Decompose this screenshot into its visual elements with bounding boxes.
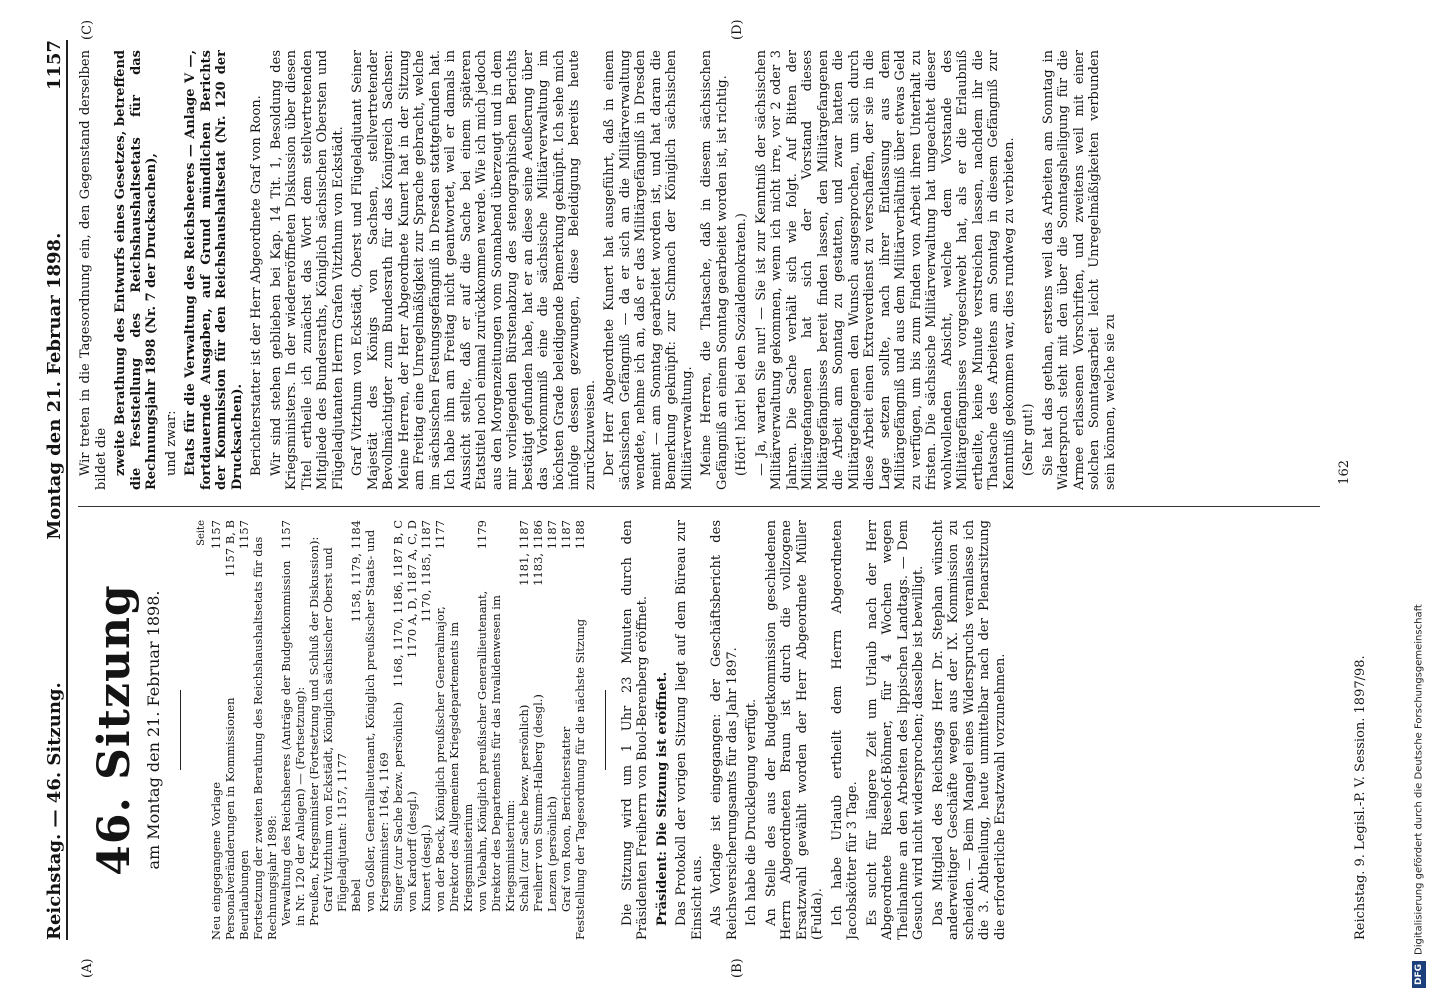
toc-entry-text: Beurlaubungen — [236, 850, 251, 940]
margin-marker-a: (A) — [80, 958, 95, 978]
toc-entry-page: 1181, 1187 — [516, 520, 531, 586]
toc-entry-text: von Goßler, Generallieutenant, Königlich preußischer Staats- und Kriegsminister: 1164, 1169 — [362, 529, 391, 912]
margin-marker-c: (C) — [80, 19, 95, 40]
paragraph: (Sehr gut!) — [1021, 403, 1036, 476]
toc-entry-text: von Kardorff (desgl.) — [404, 791, 419, 912]
toc-entry-text: Neu eingegangene Vorlage — [208, 781, 223, 940]
margin-marker-d: (D) — [730, 19, 745, 40]
toc-row — [559, 520, 573, 940]
header-left: Reichstag. — 46. Sitzung. — [43, 682, 65, 940]
paragraph: Wir treten in die Tagesordnung ein, den Gegenstand derselben bildet die — [78, 50, 109, 490]
left-column — [78, 520, 1340, 940]
toc-row — [279, 520, 307, 940]
toc-entry-page — [307, 520, 321, 528]
toc-entry-page: 1170 A, D, 1187 A, C, D — [404, 520, 419, 659]
toc-entry-page — [251, 520, 279, 528]
toc-entry-page: 1188 — [572, 520, 587, 550]
toc-row — [251, 520, 279, 940]
toc-entry-text: von der Boeck, Königlich preußischer Generalmajor, Direktor des Allgemeinen Kriegsdepartements im Kriegsministerium — [432, 606, 475, 912]
paragraph: — Ja, warten Sie nur! — Sie ist zur Kenntniß der sächsischen Militärverwaltung gekommen, wenn ich nicht irre, vor 2 oder 3 Jahren. Die Sache verhält sich wie folgt. Auf Bitten der Militärgefangenen hat sich der Vorstand dieses Militärgefängnisses bereit finden lassen, den Militärgefangenen die Arbeit am Sonntag zu gestatten, und zwar hatten die Militärgefangenen den Wunsch ausgesprochen, um sich durch diese Arbeit einen Extraverdienst zu verschaffen, der sie in die Lage setzen sollte, nach ihrer Entlassung aus dem Militärgefängniß und aus dem Militärverhältniß über etwas Geld zu verfügen, um bis zum Finden von Arbeit ihren Unterhalt zu fristen. Die sächsische Militärverwaltung hat ungeachtet dieser wohlwollenden Absicht, welche dem Vorstande des Militärgefängnisses vorgeschwebt hat, als er die Erlaubniß ertheilte, keine Minute verstreichen lassen, nachdem ihr die Thatsache des Arbeitens am Sonntag in diesem Gefängniß zur Kenntniß gekommen war, dies rundweg zu verbieten. — [753, 50, 1017, 490]
table-of-contents — [195, 520, 587, 940]
toc-row — [209, 520, 223, 940]
column-divider — [78, 506, 1320, 507]
paragraph: Die Sitzung wird um 1 Uhr 23 Minuten durch den Präsidenten Freiherrn von Buol-Berenberg eröffnet. — [619, 520, 650, 940]
toc-row — [307, 520, 321, 940]
paragraph: Etats für die Verwaltung des Reichsheeres — Anlage V —, fortdauernde Ausgaben, auf Grund mündlichen Berichts der Kommission für den Reichshaushaltsetat (Nr. 120 der Drucksachen). — [183, 50, 245, 490]
toc-row — [433, 520, 475, 940]
title-rule — [180, 690, 181, 770]
paragraph: Das Mitglied des Reichstags Herr Dr. Stephan wünscht anderweitiger Geschäfte wegen aus der IX. Kommission zu scheiden. — Beim Mangel eines Widerspruchs veranlasse ich die 3. Abtheilung, heute unmittelbar nach der Plenarsitzung die erforderliche Ersatzwahl vorzunehmen. — [930, 520, 1008, 940]
toc-row — [321, 520, 349, 940]
toc-entry-text: Lenzen (persönlich) — [544, 796, 559, 912]
paragraph: Der Herr Abgeordnete Kunert hat ausgeführt, daß in einem sächsischen Gefängniß — da er sich an die Militärverwaltung wendete, nehme ich an, daß er das Militärgefängniß in Dresden meint — am Sonntag gearbeitet worden ist, und hat daran die Bemerkung geknüpft: zur Schmach der Königlich sächsischen Militärverwaltung. — [602, 50, 695, 490]
toc-entry-page: 1157 — [278, 520, 293, 550]
paragraph: zweite Berathung des Entwurfs eines Gesetzes, betreffend die Feststellung des Reichshaushaltsetats für das Rechnungsjahr 1898 (Nr. 7 der Drucksachen), — [113, 50, 159, 490]
toc-entry-page — [363, 520, 391, 528]
margin-marker-b: (B) — [730, 958, 745, 978]
paragraph: Als Vorlage ist eingegangen: der Geschäftsbericht des Reichsversicherungsamts für das Jahr 1897. — [709, 520, 740, 940]
toc-seite-label: Seite — [195, 520, 207, 546]
digitization-credit-text: Digitalisierung gefördert durch die Deutsche Forschungsgemeinschaft — [1413, 604, 1425, 955]
toc-entry-text: Bebel — [348, 878, 363, 912]
signature-number: 162 — [1336, 460, 1352, 485]
toc-entry-page: 1177 — [432, 520, 447, 550]
toc-entry-page: 1187 — [544, 520, 559, 550]
toc-rule — [605, 690, 606, 770]
toc-row — [349, 520, 363, 940]
session-date: am Montag den 21. Februar 1898. — [144, 590, 163, 870]
toc-entry-page: 1183, 1186 — [530, 520, 545, 586]
toc-entry-text: Verwaltung des Reichsheeres (Anträge der Budgetkommission in Nr. 120 der Anlagen) — (Fortsetzung): — [278, 560, 307, 926]
toc-entry-text: Kunert (desgl.) — [418, 824, 433, 912]
toc-entry-text: Fortsetzung der zweiten Berathung des Reichshaushaltsetats für das Rechnungsjahr 1898: — [250, 536, 279, 940]
paragraph: (Hört! hört! bei den Sozialdemokraten.) — [734, 212, 749, 476]
toc-entry-page: 1157 — [236, 520, 251, 550]
toc-entry-text: Graf von Roon, Berichterstatter — [558, 726, 573, 912]
toc-row — [237, 520, 251, 940]
toc-row — [531, 520, 545, 940]
right-column — [78, 50, 1340, 490]
toc-entry-page: 1157 — [208, 520, 223, 550]
paragraph: Wir sind stehen geblieben bei Kap. 14 Tit. 1, Besoldung des Kriegsministers. In der wiedereröffneten Diskussion über diesen Titel ertheile ich zunächst das Wort dem stellvertretenden Mitgliede des Bundesraths, Königlich sächsischen Obersten und Flügeladjutanten Herrn Grafen Vitzthum von Eckstädt. — [268, 50, 346, 490]
toc-row — [363, 520, 391, 940]
paragraph: Präsident: Die Sitzung ist eröffnet. — [654, 671, 670, 926]
dfg-logo: DFG — [1412, 961, 1426, 988]
toc-row — [419, 520, 433, 940]
toc-entry-page: 1157 B, B — [222, 520, 237, 578]
toc-entry-text: Personalveränderungen in Kommissionen — [222, 697, 237, 940]
right-body-text — [78, 50, 1118, 490]
paragraph: Ich habe Urlaub ertheilt dem Herrn Abgeordneten Jacobskötter für 3 Tage. — [829, 520, 860, 940]
paragraph: und zwar: — [163, 410, 179, 476]
toc-entry-text: von Viebahn, Königlich preußischer Generallieutenant, Direktor des Departements für das Invalidenwesen im Kriegsministerium: — [474, 590, 517, 912]
paragraph: Sie hat das gethan, erstens weil das Arbeiten am Sonntag in Widerspruch steht mit den über die Sonntagsheiligung für die Armee erlassenen Vorschriften, und zweitens weil mit einer solchen Sonntagsarbeit leicht Unregelmäßigkeiten verbunden sein können, welche sie zu — [1040, 50, 1118, 490]
toc-entry-text: Graf Vitzthum von Eckstädt, Königlich sächsischer Oberst und Flügeladjutant: 1157, 1177 — [320, 547, 349, 912]
toc-entry-page: 1158, 1179, 1184 — [348, 520, 363, 623]
session-title: 46. Sitzung — [89, 584, 140, 876]
toc-row — [517, 520, 531, 940]
left-body-text — [620, 520, 1009, 940]
toc-row — [475, 520, 517, 940]
toc-entry-text: Preußen, Kriegsminister (Fortsetzung und Schluß der Diskussion): — [306, 536, 321, 926]
toc-row — [391, 520, 405, 940]
toc-entry-text: Feststellung der Tagesordnung für die nächste Sitzung — [572, 618, 587, 940]
toc-entry-text: Freiherr von Stumm-Halberg (desgl.) — [530, 694, 545, 912]
print-footer: Reichstag. 9. Legisl.-P. V. Session. 1897/98. — [1352, 655, 1368, 940]
digitization-credit — [1408, 8, 1430, 988]
toc-entry-page: 1179 — [474, 520, 489, 550]
paragraph: Es sucht für längere Zeit um Urlaub nach der Herr Abgeordnete Riesehof-Böhmer, für 4 Wochen wegen Theilnahme an den Arbeiten des lippischen Landtags. — Dem Gesuch wird nicht widersprochen; dasselbe ist bewilligt. — [864, 520, 926, 940]
paragraph: An Stelle des aus der Budgetkommission geschiedenen Herrn Abgeordneten Braun ist durch die vollzogene Ersatzwahl gewählt worden der Herr Abgeordnete Müller (Fulda). — [763, 520, 825, 940]
toc-entry-page: 1170, 1185, 1187 — [418, 520, 433, 623]
toc-row — [545, 520, 559, 940]
header-page-number: 1157 — [43, 40, 65, 91]
toc-entry-text: Singer (zur Sache bezw. persönlich) — [390, 701, 405, 912]
toc-row — [223, 520, 237, 940]
toc-entry-page: 1187 — [558, 520, 573, 550]
paragraph: Meine Herren, die Thatsache, daß in diesem sächsischen Gefängniß an einem Sonntag gearbeitet worden ist, ist richtig. — [699, 50, 730, 490]
toc-entry-page — [321, 520, 349, 528]
running-header — [28, 40, 68, 940]
toc-row — [573, 520, 587, 940]
paragraph: Ich habe die Drucklegung verfügt. — [744, 698, 759, 926]
toc-entry-page: 1168, 1170, 1186, 1187 B, C — [390, 520, 405, 688]
paragraph: Berichterstatter ist der Herr Abgeordnete Graf von Roon. — [249, 95, 264, 476]
header-center: Montag den 21. Februar 1898. — [43, 232, 65, 540]
toc-entry-text: Schall (zur Sache bezw. persönlich) — [516, 704, 531, 912]
toc-rows — [209, 520, 587, 940]
paragraph: Das Protokoll der vorigen Sitzung liegt auf dem Büreau zur Einsicht aus. — [674, 520, 705, 940]
paragraph: Graf Vitzthum von Eckstädt, Oberst und Flügeladjutant Seiner Majestät des Königs von Sachsen, stellvertretender Bevollmächtigter zum Bundesrath für das Königreich Sachsen: Meine Herren, der Herr Abgeordnete Kunert hat in der Sitzung am Freitag eine Unregelmäßigkeit zur Sprache gebracht, welche im sächsischen Festungsgefängniß in Dresden stattgefunden hat. Ich habe ihm am Freitag nicht geantwortet, weil er damals in Aussicht stellte, daß er auf die Sache bei einem späteren Etatstitel noch einmal zurückkommen werde. Wie ich mich jedoch aus den Morgenzeitungen vom Sonnabend überzeugt und in dem mir vorliegenden Bürstenabzug des stenographischen Berichts bestätigt gefunden habe, hat er an diese seine Aeußerung über das Vorkommniß eine die sächsische Militärverwaltung im höchsten Grade beleidigende Bemerkung geknüpft. Ich sehe mich infolge dessen gezwungen, diese Beleidigung bereits heute zurückzuweisen. — [350, 50, 598, 490]
toc-row — [405, 520, 419, 940]
